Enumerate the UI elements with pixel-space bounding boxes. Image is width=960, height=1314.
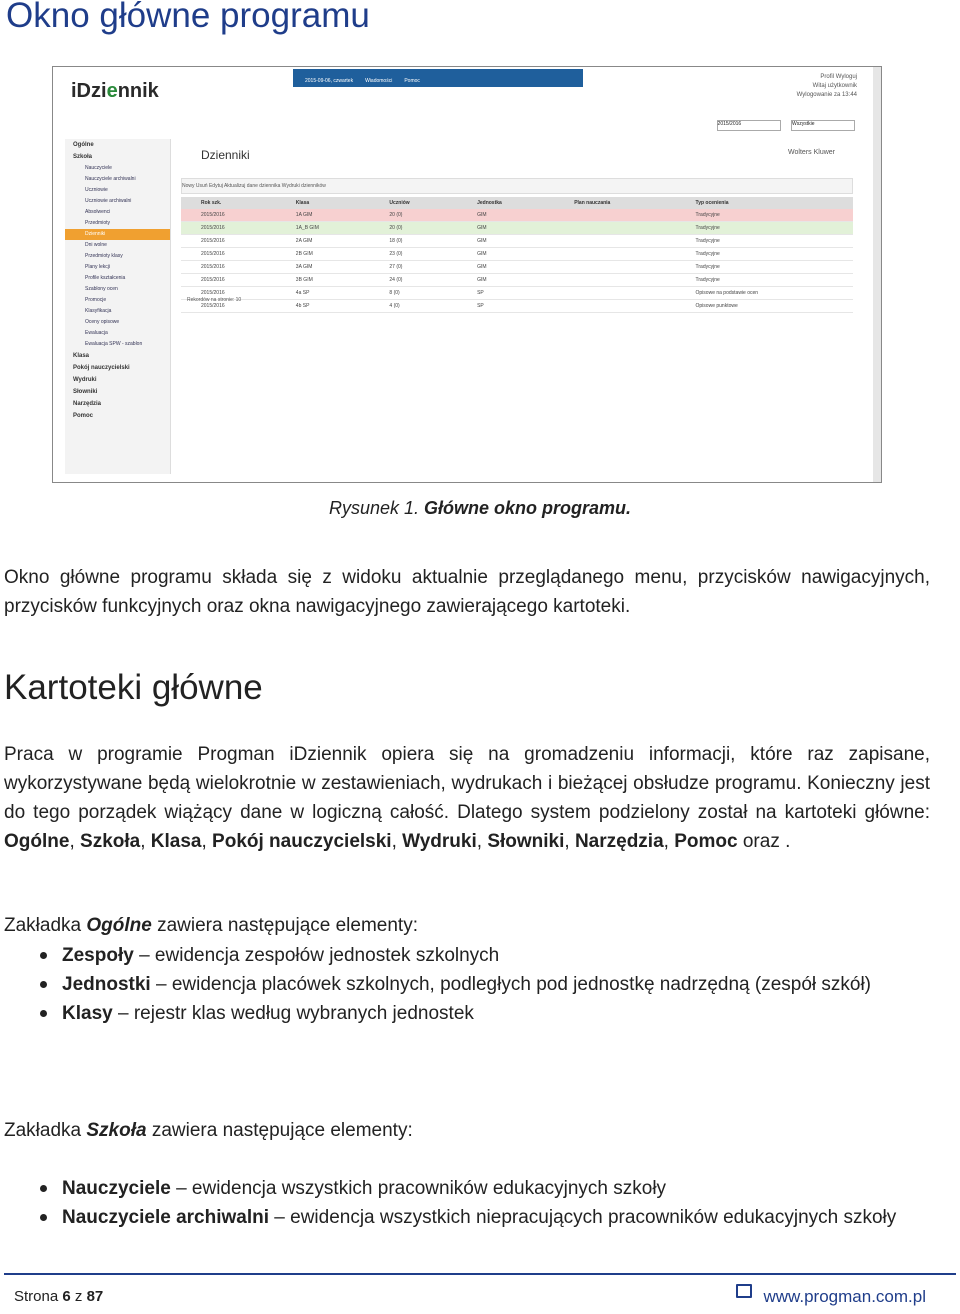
- sidebar-item[interactable]: Profile kształcenia: [85, 275, 126, 281]
- table-cell: SP: [457, 287, 554, 300]
- table-row[interactable]: [181, 300, 853, 313]
- column-header[interactable]: Klasa: [276, 197, 370, 209]
- table-cell: 4a SP: [276, 287, 370, 300]
- table-cell: 3B GIM: [276, 274, 370, 287]
- table-cell: 2B GIM: [276, 248, 370, 261]
- bluebar-item[interactable]: Pomoc: [404, 78, 420, 84]
- table-cell: 18 (0): [369, 235, 457, 248]
- sidebar-item[interactable]: Nauczyciele: [85, 165, 112, 171]
- sidebar-item[interactable]: Oceny opisowe: [85, 319, 120, 325]
- table-cell: GIM: [457, 261, 554, 274]
- kartoteka-name: Pokój nauczycielski: [212, 831, 392, 852]
- sidebar-item[interactable]: Przedmioty: [85, 220, 111, 226]
- table-cell: Tradycyjne: [676, 222, 853, 235]
- table-row[interactable]: [181, 261, 853, 274]
- sidebar-item[interactable]: Uczniowie archiwalni: [85, 198, 132, 204]
- page-heading: Okno główne programu: [6, 0, 370, 35]
- table-cell: 2015/2016: [181, 235, 276, 248]
- table-cell: 2015/2016: [181, 209, 276, 222]
- page-number: Strona 6 z 87: [14, 1288, 104, 1305]
- table-cell: [554, 261, 675, 274]
- table-cell: 2015/2016: [181, 222, 276, 235]
- table-cell: 3A GIM: [276, 261, 370, 274]
- list-item: Zespoły – ewidencja zespołów jednostek szkolnych: [34, 941, 930, 970]
- sidebar-item[interactable]: Wydruki: [73, 377, 97, 383]
- column-header[interactable]: Uczniów: [369, 197, 457, 209]
- table-cell: GIM: [457, 222, 554, 235]
- section-heading: Kartoteki główne: [4, 668, 263, 707]
- table-cell: 2A GIM: [276, 235, 370, 248]
- table-cell: [554, 287, 675, 300]
- table-cell: 2015/2016: [181, 248, 276, 261]
- website-link[interactable]: www.progman.com.pl: [763, 1287, 926, 1306]
- sidebar-item[interactable]: Szablony ocen: [85, 286, 118, 292]
- table-cell: 8 (0): [369, 287, 457, 300]
- table-cell: 4 (0): [369, 300, 457, 313]
- table-cell: Tradycyjne: [676, 248, 853, 261]
- table-cell: 1A GIM: [276, 209, 370, 222]
- user-info-line: Wylogowanie za 13:44: [796, 92, 857, 98]
- app-topbar: [53, 67, 881, 115]
- kartoteka-name: Klasa: [150, 831, 202, 852]
- table-cell: [554, 209, 675, 222]
- user-info-line: Profil Wyloguj: [820, 74, 857, 80]
- table-cell: [554, 222, 675, 235]
- table-row[interactable]: [181, 235, 853, 248]
- table-cell: Tradycyjne: [676, 209, 853, 222]
- table-cell: Opisowe na podstawie ocen: [676, 287, 853, 300]
- sidebar-item[interactable]: Plany lekcji: [85, 264, 111, 270]
- list-item: Jednostki – ewidencja placówek szkolnych, podległych pod jednostkę nadrzędną (zespół szkół): [34, 970, 930, 999]
- user-info: [797, 73, 857, 100]
- computer-icon: [736, 1284, 752, 1298]
- app-sidebar: [65, 139, 171, 474]
- table-cell: [554, 235, 675, 248]
- table-cell: Tradycyjne: [676, 235, 853, 248]
- ogolne-list: [34, 941, 930, 1028]
- main-title: Dzienniki: [201, 148, 250, 162]
- table-cell: [554, 300, 675, 313]
- school-year-select[interactable]: 2015/2016: [717, 120, 781, 131]
- table-row[interactable]: [181, 287, 853, 300]
- table-row[interactable]: [181, 209, 853, 222]
- table-cell: 24 (0): [369, 274, 457, 287]
- sidebar-item[interactable]: Klasa: [73, 353, 90, 359]
- sidebar-item[interactable]: Klasyfikacja: [85, 308, 112, 314]
- select-group: [711, 112, 855, 131]
- table-cell: SP: [457, 300, 554, 313]
- figure-caption: Rysunek 1. Główne okno programu.: [328, 498, 632, 518]
- kartoteka-name: Szkoła: [80, 831, 141, 852]
- column-header[interactable]: Typ ocenienia: [676, 197, 853, 209]
- kartoteka-name: Pomoc: [674, 831, 738, 852]
- table-row[interactable]: [181, 274, 853, 287]
- footer-divider: [4, 1273, 956, 1275]
- sidebar-item[interactable]: Absolwenci: [85, 209, 111, 215]
- sidebar-item[interactable]: Ewaluacja SPW - szablon: [85, 341, 143, 347]
- sidebar-item[interactable]: Przedmioty klasy: [85, 253, 123, 259]
- table-cell: 2015/2016: [181, 300, 276, 313]
- wolters-logo: Wolters Kluwer: [788, 149, 835, 156]
- kartoteka-name: Słowniki: [487, 831, 565, 852]
- journals-table: [181, 197, 853, 313]
- sidebar-item[interactable]: Pomoc: [73, 413, 94, 419]
- bluebar-item[interactable]: Wiadomości: [365, 78, 393, 84]
- kartoteka-name: Ogólne: [4, 831, 70, 852]
- sidebar-item[interactable]: Pokój nauczycielski: [73, 365, 130, 371]
- kartoteka-name: Narzędzia: [574, 831, 664, 852]
- list-item: Nauczyciele – ewidencja wszystkich pracowników edukacyjnych szkoły: [34, 1174, 930, 1203]
- column-header[interactable]: Rok szk.: [181, 197, 276, 209]
- table-cell: Tradycyjne: [676, 274, 853, 287]
- table-cell: [554, 274, 675, 287]
- kartoteka-name: Wydruki: [402, 831, 477, 852]
- table-cell: GIM: [457, 274, 554, 287]
- app-main: [175, 145, 865, 315]
- list-item: Nauczyciele archiwalni – ewidencja wszystkich niepracujących pracowników edukacyjnych szkoły: [34, 1203, 930, 1232]
- sidebar-item[interactable]: Narzędzia: [73, 401, 102, 407]
- table-cell: [554, 248, 675, 261]
- paragraph-intro: Okno główne programu składa się z widoku aktualnie przeglądanego menu, przycisków nawigacyjnych, przycisków funkcyjnych oraz okna nawigacyjnego zawierającego kartoteki.: [4, 567, 930, 617]
- list-item: Klasy – rejestr klas według wybranych jednostek: [34, 999, 930, 1028]
- sidebar-item[interactable]: Ogólne: [73, 142, 94, 148]
- sidebar-item[interactable]: Promocje: [85, 297, 107, 303]
- table-cell: Tradycyjne: [676, 261, 853, 274]
- table-cell: 2015/2016: [181, 287, 276, 300]
- sidebar-item[interactable]: Nauczyciele archiwalni: [85, 176, 136, 182]
- sidebar-item[interactable]: Dzienniki: [65, 229, 170, 240]
- pager[interactable]: Rekordów na stronie: 10: [187, 297, 242, 303]
- sidebar-item[interactable]: Słowniki: [73, 389, 98, 395]
- screenshot-figure: [52, 66, 882, 483]
- table-cell: GIM: [457, 209, 554, 222]
- table-cell: 2015/2016: [181, 261, 276, 274]
- table-cell: 1A_B GIM: [276, 222, 370, 235]
- app-logo: iDziennik: [71, 80, 159, 102]
- column-header[interactable]: Jednostka: [457, 197, 554, 209]
- table-row[interactable]: [181, 248, 853, 261]
- unit-select[interactable]: Wszystkie: [791, 120, 855, 131]
- ogolne-intro: Zakładka Ogólne zawiera następujące elementy:: [4, 915, 418, 936]
- table-cell: 23 (0): [369, 248, 457, 261]
- table-cell: 20 (0): [369, 222, 457, 235]
- main-toolbar[interactable]: Nowy Usuń Edytuj Aktualizuj dane dziennika Wydruki dzienników: [181, 178, 853, 194]
- table-cell: Opisowe punktowe: [676, 300, 853, 313]
- table-cell: 4b SP: [276, 300, 370, 313]
- sidebar-item[interactable]: Ewaluacja: [85, 330, 108, 336]
- sidebar-item[interactable]: Szkoła: [73, 154, 93, 160]
- table-cell: 20 (0): [369, 209, 457, 222]
- szkola-intro: Zakładka Szkoła zawiera następujące elementy:: [4, 1120, 413, 1141]
- table-cell: GIM: [457, 235, 554, 248]
- table-cell: 2015/2016: [181, 274, 276, 287]
- column-header[interactable]: Plan nauczania: [554, 197, 675, 209]
- table-cell: GIM: [457, 248, 554, 261]
- table-cell: 27 (0): [369, 261, 457, 274]
- app-bluebar: [293, 69, 583, 87]
- paragraph-kartoteki: Praca w programie Progman iDziennik opiera się na gromadzeniu informacji, które raz zapisane, wykorzystywane będą wielokrotnie w zestawieniach, wydrukach i bieżącej obsłudze programu. Konieczny jest do tego porządek wiążący dane w logiczną całość. Dlatego system podzielony został na kartoteki główne: Ogólne, Szkoła, Klasa, Pokój nauczycielski, Wydruki, Słowniki, Narzędzia, Pomoc oraz .: [4, 744, 930, 852]
- table-row[interactable]: [181, 222, 853, 235]
- szkola-list: [34, 1174, 930, 1232]
- scrollbar[interactable]: [873, 67, 881, 482]
- bluebar-item[interactable]: 2015-09-06, czwartek: [305, 78, 354, 84]
- user-info-line: Witaj użytkownik: [812, 83, 857, 89]
- sidebar-item[interactable]: Uczniowie: [85, 187, 108, 193]
- sidebar-item[interactable]: Dni wolne: [85, 242, 107, 248]
